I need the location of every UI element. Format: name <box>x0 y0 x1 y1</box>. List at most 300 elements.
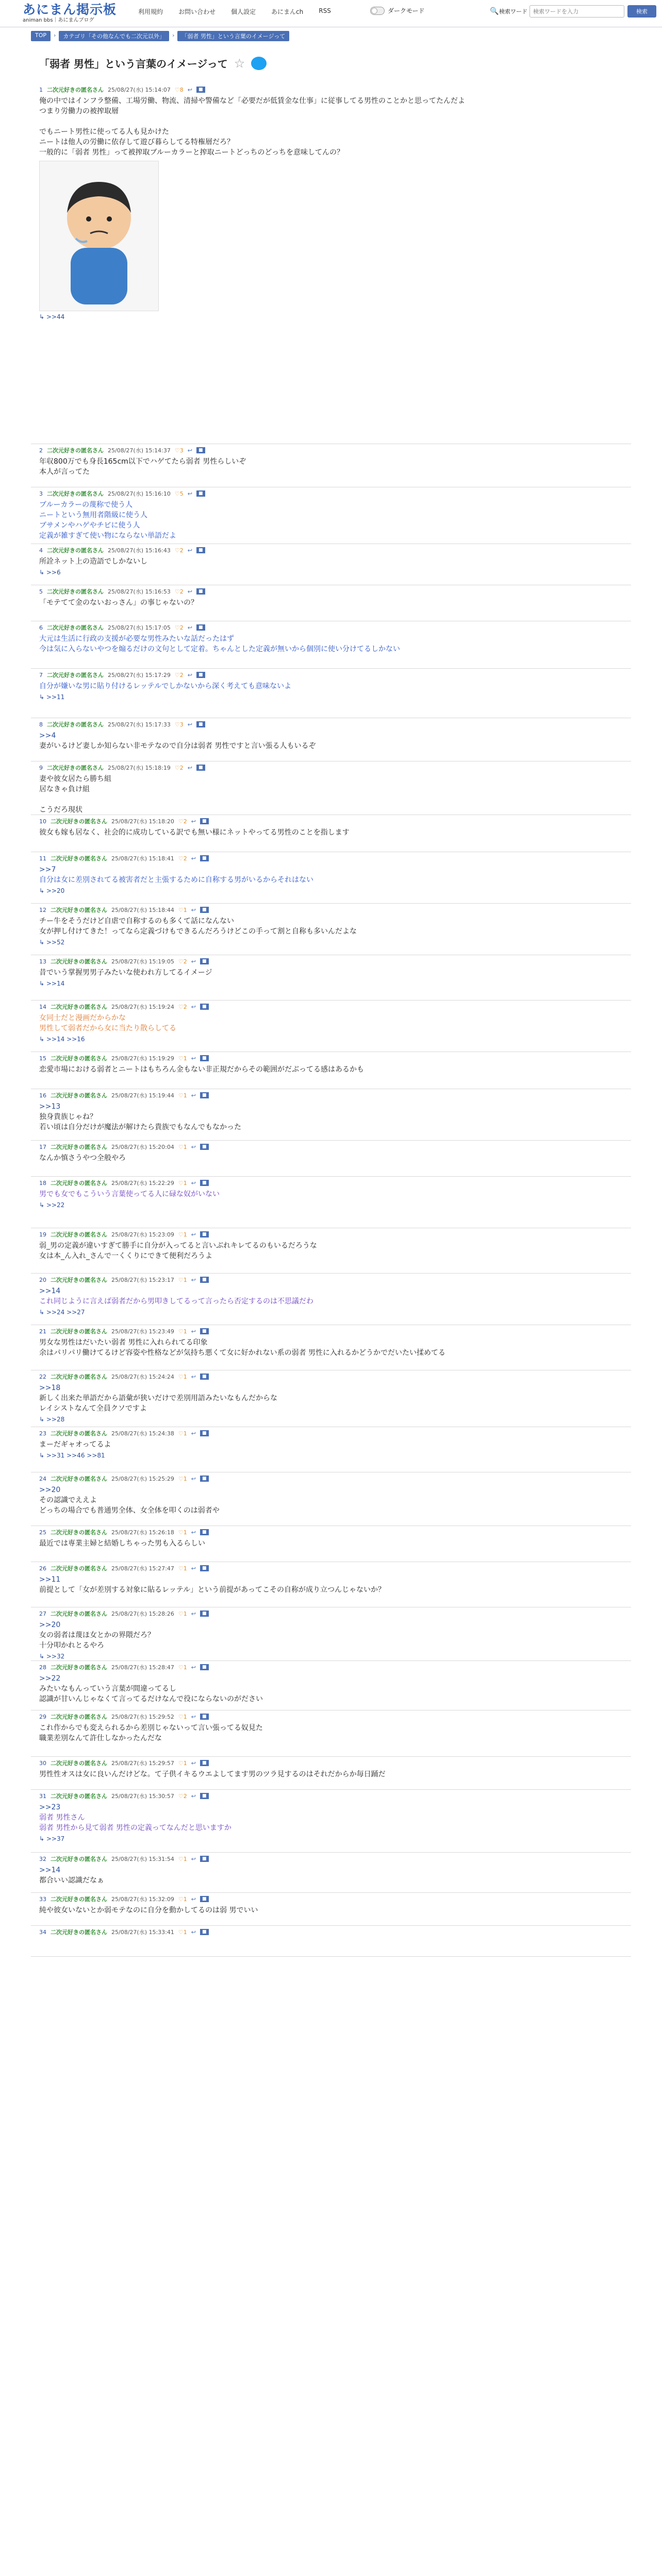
post-number[interactable]: 30 <box>39 1759 46 1767</box>
like-count[interactable] <box>178 1529 187 1536</box>
post-line: 弱者 男性さん <box>39 1814 85 1822</box>
post-body <box>39 1723 627 1743</box>
report-badge[interactable]: ■ <box>200 1328 209 1334</box>
like-count[interactable] <box>178 1144 187 1150</box>
like-count[interactable] <box>178 818 187 825</box>
poster-name: 二次元好きの匿名さん <box>47 547 104 554</box>
post-line[interactable]: >>7 <box>39 866 56 874</box>
like-number: 2 <box>179 671 184 679</box>
report-badge[interactable]: ■ <box>196 765 205 771</box>
like-count[interactable] <box>178 1793 187 1800</box>
reply-references <box>39 313 627 320</box>
post-body <box>39 1153 627 1163</box>
post-meta <box>39 1855 627 1863</box>
post-item <box>31 1001 631 1052</box>
report-badge[interactable]: ■ <box>200 1055 209 1061</box>
reply-links[interactable]: >>14 >>16 <box>46 1036 85 1043</box>
report-badge[interactable]: ■ <box>200 958 209 964</box>
post-number[interactable]: 3 <box>39 490 43 497</box>
post-line: 弱者 男性から見て弱者 男性の定義ってなんだと思いますか <box>39 1824 231 1832</box>
post-line: 年収800万でも身長165cm以下でハゲてたら弱者 男性らしいぞ <box>39 457 246 466</box>
reply-icon[interactable]: ↩ <box>191 1430 196 1437</box>
post-number[interactable]: 32 <box>39 1855 46 1862</box>
reply-icon[interactable]: ↩ <box>187 671 192 679</box>
reply-arrow-icon: ↳ <box>39 1309 46 1316</box>
post-item <box>31 1661 631 1710</box>
post-number[interactable]: 20 <box>39 1276 46 1283</box>
reply-icon[interactable]: ↩ <box>191 1610 196 1617</box>
like-count[interactable] <box>178 1180 187 1187</box>
like-count[interactable] <box>178 1611 187 1617</box>
post-number[interactable]: 19 <box>39 1231 46 1238</box>
post-number[interactable]: 16 <box>39 1092 46 1099</box>
post-line[interactable]: >>20 <box>39 1621 61 1629</box>
reply-icon[interactable]: ↩ <box>191 1475 196 1482</box>
reply-icon[interactable]: ↩ <box>187 86 192 93</box>
reply-icon[interactable]: ↩ <box>191 1759 196 1767</box>
report-badge[interactable]: ■ <box>200 1529 209 1535</box>
post-meta <box>39 446 627 454</box>
reply-icon[interactable]: ↩ <box>191 1328 196 1335</box>
post-number[interactable]: 33 <box>39 1895 46 1903</box>
post-number[interactable]: 11 <box>39 855 46 862</box>
like-count[interactable] <box>178 1374 187 1380</box>
post-body <box>39 731 627 751</box>
poster-name: 二次元好きの匿名さん <box>51 1430 107 1437</box>
heart-icon: ♡ <box>178 1231 184 1238</box>
post-line: これ作からでも変えられるから差別じゃないって言い張ってる奴見た <box>39 1724 263 1732</box>
report-badge[interactable]: ■ <box>200 1664 209 1670</box>
heart-icon: ♡ <box>178 1276 184 1283</box>
post-body <box>39 827 627 838</box>
post-number[interactable]: 21 <box>39 1328 46 1335</box>
post-date: 25/08/27(水) 15:18:41 <box>111 855 174 862</box>
reply-links[interactable]: >>31 >>46 >>81 <box>46 1452 105 1459</box>
post-number[interactable]: 5 <box>39 588 43 595</box>
post-line: 独身貴族じゃね？ <box>39 1113 97 1121</box>
like-count[interactable] <box>178 1714 187 1720</box>
post-line[interactable]: >>18 <box>39 1384 61 1392</box>
report-badge[interactable]: ■ <box>200 1180 209 1186</box>
post-number[interactable]: 4 <box>39 547 43 554</box>
post-line: ニートは他人の労働に依存して遊び暮らしてる特権層だろ？ <box>39 138 234 146</box>
post-item <box>31 1370 631 1427</box>
like-number: 1 <box>183 1529 187 1536</box>
poster-name: 二次元好きの匿名さん <box>47 672 104 679</box>
reply-references <box>39 980 627 987</box>
reply-icon[interactable]: ↩ <box>191 1003 196 1010</box>
reply-icon[interactable]: ↩ <box>187 764 192 771</box>
post-meta <box>39 1895 627 1903</box>
post-line[interactable]: >>23 <box>39 1803 61 1811</box>
post-line: 都合いい認識だなぁ <box>39 1876 104 1885</box>
post-image[interactable] <box>39 161 159 311</box>
heart-icon: ♡ <box>178 1759 184 1767</box>
post-date: 25/08/27(水) 15:27:47 <box>111 1565 174 1572</box>
post-number[interactable]: 27 <box>39 1610 46 1617</box>
post-meta <box>39 1792 627 1800</box>
like-count[interactable] <box>178 1929 187 1936</box>
post-number[interactable]: 26 <box>39 1565 46 1572</box>
post-item <box>31 444 631 487</box>
reply-references <box>39 939 627 946</box>
reply-icon[interactable]: ↩ <box>191 1231 196 1238</box>
post-meta <box>39 1327 627 1335</box>
post-number[interactable]: 22 <box>39 1373 46 1380</box>
post-line: 十分叩かれとるやろ <box>39 1641 104 1650</box>
post-number[interactable]: 13 <box>39 958 46 965</box>
report-badge[interactable]: ■ <box>200 1092 209 1098</box>
heart-icon: ♡ <box>174 547 180 554</box>
site-logo[interactable] <box>23 2 117 24</box>
post-item <box>31 1607 631 1661</box>
logo-text: あにまん掲示板 <box>23 2 117 17</box>
poster-name: 二次元好きの匿名さん <box>47 588 104 595</box>
post-number[interactable]: 17 <box>39 1143 46 1150</box>
like-number: 2 <box>179 624 184 631</box>
search-label: 検索ワード <box>499 8 527 15</box>
reply-icon[interactable]: ↩ <box>187 547 192 554</box>
nav-terms[interactable]: 利用規約 <box>138 8 163 15</box>
post-body <box>39 774 627 815</box>
report-badge[interactable]: ■ <box>200 855 209 861</box>
reply-icon[interactable]: ↩ <box>187 588 192 595</box>
like-count[interactable] <box>178 1896 187 1903</box>
site-header <box>0 0 662 27</box>
like-count[interactable] <box>178 958 187 965</box>
breadcrumb-category[interactable]: カテゴリ「その他なんでも二次元以外」 <box>59 31 169 41</box>
reply-icon[interactable]: ↩ <box>191 1895 196 1903</box>
post-line[interactable]: >>20 <box>39 1486 61 1494</box>
report-badge[interactable]: ■ <box>200 1929 209 1935</box>
like-count[interactable] <box>175 490 184 497</box>
breadcrumb-sep: › <box>54 32 56 39</box>
post-line[interactable]: >>13 <box>39 1103 61 1111</box>
post-number[interactable]: 12 <box>39 906 46 913</box>
heart-icon: ♡ <box>178 906 184 913</box>
post-number[interactable]: 25 <box>39 1529 46 1536</box>
report-badge[interactable]: ■ <box>200 1565 209 1571</box>
post-meta <box>39 1564 627 1572</box>
like-count[interactable] <box>178 1760 187 1767</box>
post-item <box>31 83 631 444</box>
poster-name: 二次元好きの匿名さん <box>51 1055 107 1062</box>
thread <box>31 83 631 1957</box>
reply-icon[interactable]: ↩ <box>191 1792 196 1800</box>
post-item <box>31 585 631 621</box>
post-number[interactable]: 9 <box>39 764 43 771</box>
like-count[interactable] <box>178 1856 187 1862</box>
post-meta <box>39 546 627 554</box>
post-date: 25/08/27(水) 15:19:05 <box>111 958 174 965</box>
reply-icon[interactable]: ↩ <box>191 1179 196 1187</box>
post-line: 妻がいるけど妻しか知らない非モテなので自分は弱者 男性ですと言い張る人もいるぞ <box>39 742 316 750</box>
post-line: チー牛をそうだけど自虐で自称するのも多くて話になんない <box>39 917 234 925</box>
post-number[interactable]: 2 <box>39 447 43 454</box>
post-date: 25/08/27(水) 15:14:07 <box>108 87 171 93</box>
post-number[interactable]: 23 <box>39 1430 46 1437</box>
poster-name: 二次元好きの匿名さん <box>51 1856 107 1862</box>
reply-icon[interactable]: ↩ <box>191 1855 196 1862</box>
reply-links[interactable]: >>11 <box>46 693 65 701</box>
report-badge[interactable]: ■ <box>196 490 205 497</box>
like-number: 1 <box>183 906 187 913</box>
post-line: これ同じように言えば弱者だから男叩きしてるって言ったら否定するのは不思議だわ <box>39 1297 313 1306</box>
post-number[interactable]: 6 <box>39 624 43 631</box>
post-body <box>39 1189 627 1199</box>
twitter-icon[interactable] <box>251 57 267 70</box>
reply-links[interactable]: >>14 <box>46 980 65 987</box>
poster-name: 二次元好きの匿名さん <box>51 1180 107 1187</box>
like-count[interactable] <box>175 87 184 93</box>
like-count[interactable] <box>175 588 184 595</box>
like-count[interactable] <box>178 1277 187 1283</box>
reply-icon[interactable]: ↩ <box>191 818 196 825</box>
heart-icon: ♡ <box>178 1328 184 1335</box>
post-meta <box>39 86 627 94</box>
like-number: 1 <box>183 1895 187 1903</box>
post-number[interactable]: 29 <box>39 1713 46 1720</box>
poster-name: 二次元好きの匿名さん <box>51 958 107 965</box>
report-badge[interactable]: ■ <box>200 1231 209 1238</box>
post-date: 25/08/27(水) 15:23:09 <box>111 1231 174 1238</box>
nav-contact[interactable]: お問い合わせ <box>178 8 216 15</box>
page-title: 「弱者 男性」という言葉のイメージって <box>39 58 228 70</box>
reply-icon[interactable]: ↩ <box>191 1529 196 1536</box>
reply-icon[interactable]: ↩ <box>191 1092 196 1099</box>
reply-arrow-icon: ↳ <box>39 887 46 894</box>
post-body <box>39 1286 627 1307</box>
report-badge[interactable]: ■ <box>200 1004 209 1010</box>
nav-rss[interactable]: RSS <box>319 7 331 14</box>
heart-icon: ♡ <box>178 1928 184 1936</box>
reply-icon[interactable]: ↩ <box>187 624 192 631</box>
reply-arrow-icon: ↳ <box>39 1653 46 1660</box>
report-badge[interactable]: ■ <box>200 1896 209 1902</box>
star-icon[interactable]: ☆ <box>234 56 245 71</box>
post-date: 25/08/27(水) 15:18:19 <box>108 765 171 771</box>
report-badge[interactable]: ■ <box>196 721 205 727</box>
report-badge[interactable]: ■ <box>200 1374 209 1380</box>
reply-links[interactable]: >>28 <box>46 1416 65 1423</box>
like-number: 3 <box>179 447 184 454</box>
post-line[interactable]: >>4 <box>39 732 56 740</box>
reply-links[interactable]: >>37 <box>46 1835 65 1842</box>
post-date: 25/08/27(水) 15:25:29 <box>111 1476 174 1482</box>
report-badge[interactable]: ■ <box>200 818 209 824</box>
post-line: 純や彼女いないとか弱モテなのに自分を動かしてるのは弱 男でいい <box>39 1906 258 1914</box>
post-item <box>31 1141 631 1177</box>
report-badge[interactable]: ■ <box>200 1476 209 1482</box>
like-count[interactable] <box>178 1565 187 1572</box>
poster-name: 二次元好きの匿名さん <box>51 1092 107 1099</box>
heart-icon: ♡ <box>178 1475 184 1482</box>
reply-arrow-icon: ↳ <box>39 980 46 987</box>
reply-references <box>39 1452 627 1459</box>
report-badge[interactable]: ■ <box>196 672 205 678</box>
reply-links[interactable]: >>24 >>27 <box>46 1309 85 1316</box>
reply-icon[interactable]: ↩ <box>191 1143 196 1150</box>
report-badge[interactable]: ■ <box>200 1611 209 1617</box>
report-badge[interactable]: ■ <box>196 624 205 631</box>
post-line: 女同士だと漫画だからかな <box>39 1014 126 1022</box>
like-number: 1 <box>183 1373 187 1380</box>
reply-icon[interactable]: ↩ <box>187 721 192 728</box>
post-date: 25/08/27(水) 15:17:29 <box>108 672 171 679</box>
report-badge[interactable]: ■ <box>200 1144 209 1150</box>
post-line: レイシストなんて全員クソですよ <box>39 1404 147 1413</box>
like-count[interactable] <box>178 1664 187 1671</box>
breadcrumb-sep: › <box>172 32 175 39</box>
like-count[interactable] <box>178 1092 187 1099</box>
post-body <box>39 1769 627 1780</box>
reply-icon[interactable]: ↩ <box>191 1055 196 1062</box>
like-count[interactable] <box>178 1004 187 1010</box>
post-number[interactable]: 18 <box>39 1179 46 1187</box>
post-body <box>39 500 627 541</box>
like-count[interactable] <box>175 672 184 679</box>
post-number[interactable]: 14 <box>39 1003 46 1010</box>
nav-settings[interactable]: 個人設定 <box>231 8 256 15</box>
post-meta <box>39 764 627 772</box>
poster-name: 二次元好きの匿名さん <box>51 1374 107 1380</box>
post-line: ニートという無用者階級に使う人 <box>39 511 147 519</box>
report-badge[interactable]: ■ <box>196 87 205 93</box>
post-number[interactable]: 34 <box>39 1928 46 1936</box>
post-date: 25/08/27(水) 15:29:57 <box>111 1760 174 1767</box>
post-line[interactable]: >>14 <box>39 1287 61 1295</box>
report-badge[interactable]: ■ <box>200 1714 209 1720</box>
reply-references <box>39 1653 627 1660</box>
reply-icon[interactable]: ↩ <box>191 855 196 862</box>
like-count[interactable] <box>178 855 187 862</box>
post-number[interactable]: 24 <box>39 1475 46 1482</box>
like-count[interactable] <box>178 1430 187 1437</box>
post-number[interactable]: 15 <box>39 1055 46 1062</box>
page-title-row <box>39 56 267 71</box>
post-number[interactable]: 7 <box>39 671 43 679</box>
post-line[interactable]: >>11 <box>39 1575 61 1584</box>
post-number[interactable]: 10 <box>39 818 46 825</box>
like-count[interactable] <box>178 1328 187 1335</box>
reply-links[interactable]: >>32 <box>46 1653 65 1660</box>
reply-icon[interactable]: ↩ <box>187 447 192 454</box>
breadcrumb-thread[interactable]: 「弱者 男性」という言葉のイメージって <box>177 31 289 41</box>
like-count[interactable] <box>175 624 184 631</box>
reply-references <box>39 887 627 894</box>
like-number: 1 <box>183 1055 187 1062</box>
report-badge[interactable]: ■ <box>200 1277 209 1283</box>
poster-name: 二次元好きの匿名さん <box>51 1004 107 1010</box>
like-count[interactable] <box>178 1231 187 1238</box>
like-number: 1 <box>183 1565 187 1572</box>
report-badge[interactable]: ■ <box>200 1430 209 1436</box>
post-line[interactable]: >>14 <box>39 1866 61 1874</box>
like-count[interactable] <box>178 1055 187 1062</box>
post-date: 25/08/27(水) 15:19:44 <box>111 1092 174 1099</box>
reply-icon[interactable]: ↩ <box>191 1276 196 1283</box>
search-button[interactable]: 検索 <box>627 5 656 18</box>
reply-references <box>39 1835 627 1842</box>
like-count[interactable] <box>178 1476 187 1482</box>
nav-animanch[interactable]: あにまんch <box>271 8 304 15</box>
like-count[interactable] <box>178 907 187 913</box>
post-item <box>31 1325 631 1370</box>
report-badge[interactable]: ■ <box>200 907 209 913</box>
post-date: 25/08/27(水) 15:32:09 <box>111 1896 174 1903</box>
post-date: 25/08/27(水) 15:19:29 <box>111 1055 174 1062</box>
post-item <box>31 1526 631 1562</box>
reply-icon[interactable]: ↩ <box>191 906 196 913</box>
report-badge[interactable]: ■ <box>200 1760 209 1766</box>
reply-links[interactable]: >>20 <box>46 887 65 894</box>
report-badge[interactable]: ■ <box>196 547 205 553</box>
reply-links[interactable]: >>52 <box>46 939 65 946</box>
heart-icon: ♡ <box>174 671 180 679</box>
reply-links[interactable]: >>44 <box>46 313 65 320</box>
heart-icon: ♡ <box>178 1565 184 1572</box>
post-line: 女の弱者は蔑ほ女とかの界隈だろ？ <box>39 1631 155 1639</box>
toggle-switch[interactable] <box>370 7 385 15</box>
reply-icon[interactable]: ↩ <box>191 1713 196 1720</box>
heart-icon: ♡ <box>178 1713 184 1720</box>
like-number: 5 <box>179 490 184 497</box>
search-icon: 🔍 <box>490 7 499 15</box>
like-number: 2 <box>179 547 184 554</box>
post-line: 新しく出来た単語だから語彙が狭いだけで差別用語みたいなもんだからな <box>39 1394 277 1402</box>
reply-icon[interactable]: ↩ <box>191 1565 196 1572</box>
like-count[interactable] <box>175 447 184 454</box>
report-badge[interactable]: ■ <box>200 1856 209 1862</box>
post-item <box>31 1472 631 1526</box>
heart-icon: ♡ <box>178 1895 184 1903</box>
report-badge[interactable]: ■ <box>200 1793 209 1799</box>
heart-icon: ♡ <box>174 721 180 728</box>
post-number[interactable]: 8 <box>39 721 43 728</box>
like-count[interactable] <box>175 547 184 554</box>
reply-icon[interactable]: ↩ <box>191 1664 196 1671</box>
post-line: 俺の中ではインフラ整備、工場労働、物流、清掃や警備など「必要だが低賃金な仕事」に従事してる男性のことかと思ってたんだよ <box>39 97 465 105</box>
like-number: 1 <box>183 1231 187 1238</box>
reply-icon[interactable]: ↩ <box>191 958 196 965</box>
reply-links[interactable]: >>22 <box>46 1201 65 1209</box>
post-item <box>31 487 631 544</box>
search-input[interactable] <box>529 5 624 18</box>
post-number[interactable]: 1 <box>39 86 43 93</box>
report-badge[interactable]: ■ <box>196 447 205 453</box>
report-badge[interactable]: ■ <box>196 588 205 595</box>
post-line[interactable]: >>22 <box>39 1674 61 1683</box>
post-line: 弱_男の定義が違いすぎて勝手に自分が入ってると言いぶれキレてるのもいるだろうな <box>39 1242 317 1250</box>
post-item <box>31 1710 631 1757</box>
post-meta <box>39 1609 627 1618</box>
post-meta <box>39 906 627 914</box>
post-line: でもニート男性に使ってる人も見かけた <box>39 128 169 136</box>
reply-links[interactable]: >>6 <box>46 569 61 576</box>
dark-mode-toggle[interactable] <box>370 6 425 15</box>
reply-icon[interactable]: ↩ <box>187 490 192 497</box>
post-number[interactable]: 31 <box>39 1792 46 1800</box>
reply-icon[interactable]: ↩ <box>191 1373 196 1380</box>
reply-icon[interactable]: ↩ <box>191 1928 196 1936</box>
like-count[interactable] <box>175 765 184 771</box>
reply-arrow-icon: ↳ <box>39 313 46 320</box>
post-number[interactable]: 28 <box>39 1664 46 1671</box>
post-date: 25/08/27(水) 15:17:33 <box>108 721 171 728</box>
post-body <box>39 634 627 654</box>
like-count[interactable] <box>175 721 184 728</box>
breadcrumb-top[interactable]: TOP <box>31 31 51 41</box>
